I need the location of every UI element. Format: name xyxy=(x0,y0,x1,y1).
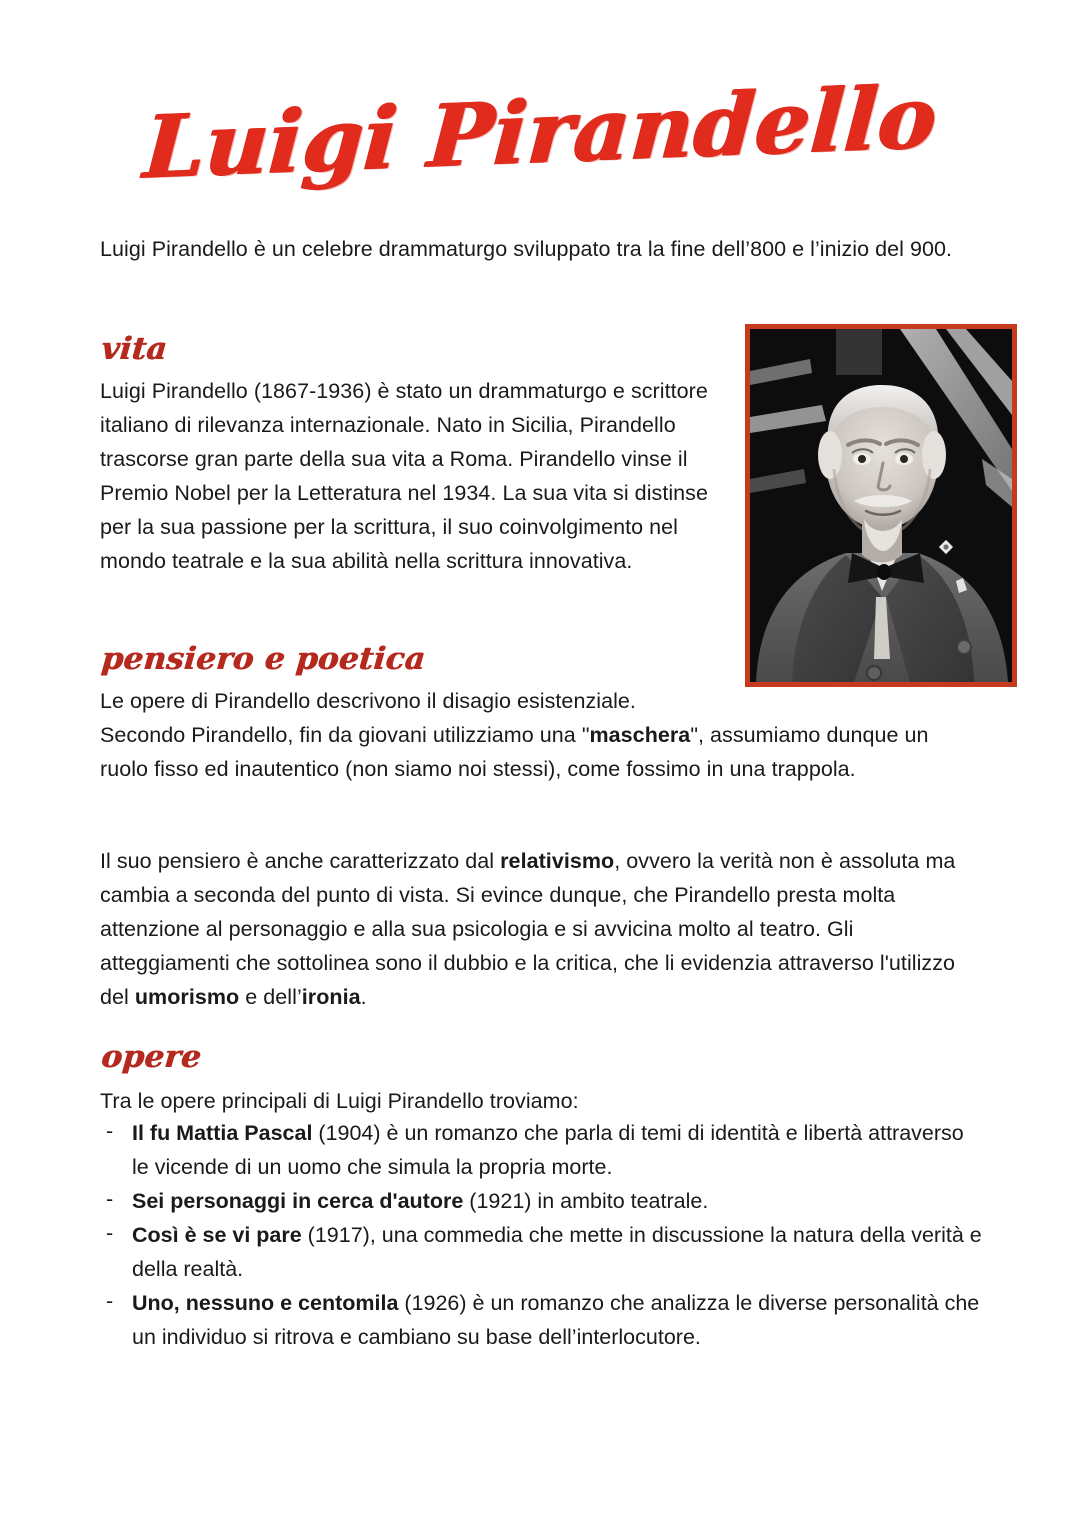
keyword-maschera: maschera xyxy=(589,723,691,747)
list-item xyxy=(100,1286,982,1354)
section-intro-opere: Tra le opere principali di Luigi Pirandello troviamo: xyxy=(100,1089,579,1113)
bullet-dash-icon: - xyxy=(106,1221,114,1245)
section-heading-vita: vita xyxy=(99,331,169,367)
title-block xyxy=(0,66,1080,199)
keyword-relativismo: relativismo xyxy=(500,849,615,873)
work-year: (1917) xyxy=(301,1223,370,1247)
keyword-umorismo: umorismo xyxy=(134,985,240,1009)
bullet-dash-icon: - xyxy=(106,1289,114,1313)
work-description: è un romanzo che parla di temi di identità e libertà attraverso le vicende di un uomo che simula la propria morte. xyxy=(132,1121,964,1179)
pensiero2-text-a: Il suo pensiero è anche caratterizzato dal xyxy=(100,849,501,873)
pensiero-text-b: ", assumiamo dunque un ruolo fisso ed inautentico (non siamo noi stessi), come fossimo in una trappola. xyxy=(100,723,929,781)
pensiero-text-a: Secondo Pirandello, fin da giovani utilizziamo una " xyxy=(100,723,590,747)
keyword-ironia: ironia xyxy=(301,985,361,1009)
section-heading-opere: opere xyxy=(99,1039,203,1075)
list-item xyxy=(100,1116,982,1184)
pensiero2-text-d: . xyxy=(360,985,367,1009)
work-year: (1926) xyxy=(398,1291,467,1315)
section-paragraph-pensiero-1 xyxy=(100,684,982,786)
document-content xyxy=(99,232,982,1349)
works-list xyxy=(100,1116,982,1354)
work-description: , una commedia che mette in discussione la natura della verità e della realtà. xyxy=(132,1223,982,1281)
list-item xyxy=(100,1218,982,1286)
page-title: Luigi Pirandello xyxy=(140,66,940,199)
portrait-photo xyxy=(750,329,1012,682)
work-year: (1921) xyxy=(463,1189,532,1213)
section-paragraph-vita: Luigi Pirandello (1867-1936) è stato un drammaturgo e scrittore italiano di rilevanza internazionale. Nato in Sicilia, Pirandello trascorse gran parte della sua vita a Roma. Pirandello vinse il Premio Nobel per la Letteratura nel 1934. La sua vita si distinse per la sua passione per la scrittura, il suo coinvolgimento nel mondo teatrale e la sua abilità nella scrittura innovativa. xyxy=(100,379,708,573)
pensiero2-text-c: e dell’ xyxy=(239,985,302,1009)
work-description: è un romanzo che analizza le diverse personalità che un individuo si ritrova e cambiano su base dell’interlocutore. xyxy=(132,1291,980,1349)
section-paragraph-pensiero-2 xyxy=(100,844,982,1014)
section-heading-pensiero-e-poetica: pensiero e poetica xyxy=(99,641,427,677)
work-title: Così è se vi pare xyxy=(132,1223,302,1247)
work-title: Il fu Mattia Pascal xyxy=(132,1121,313,1145)
portrait-photo-frame xyxy=(745,324,1017,687)
work-title: Sei personaggi in cerca d'autore xyxy=(132,1189,464,1213)
work-title: Uno, nessuno e centomila xyxy=(132,1291,399,1315)
work-year: (1904) xyxy=(312,1121,381,1145)
pensiero-line-1: Le opere di Pirandello descrivono il disagio esistenziale. xyxy=(100,689,636,713)
bullet-dash-icon: - xyxy=(106,1119,114,1143)
pensiero2-text-b: , ovvero la verità non è assoluta ma cambia a seconda del punto di vista. Si evince dunque, che Pirandello presta molta attenzione al personaggio e alla sua psicologia e si avvicina molto al teatro. Gli atteggiamenti che sottolinea sono il dubbio e la critica, che li evidenzia attraverso l'utilizzo del xyxy=(100,849,956,1009)
work-description: in ambito teatrale. xyxy=(531,1189,709,1213)
list-item xyxy=(100,1184,982,1218)
intro-paragraph: Luigi Pirandello è un celebre drammaturgo sviluppato tra la fine dell’800 e l’inizio del 900. xyxy=(100,237,953,261)
bullet-dash-icon: - xyxy=(106,1187,114,1211)
